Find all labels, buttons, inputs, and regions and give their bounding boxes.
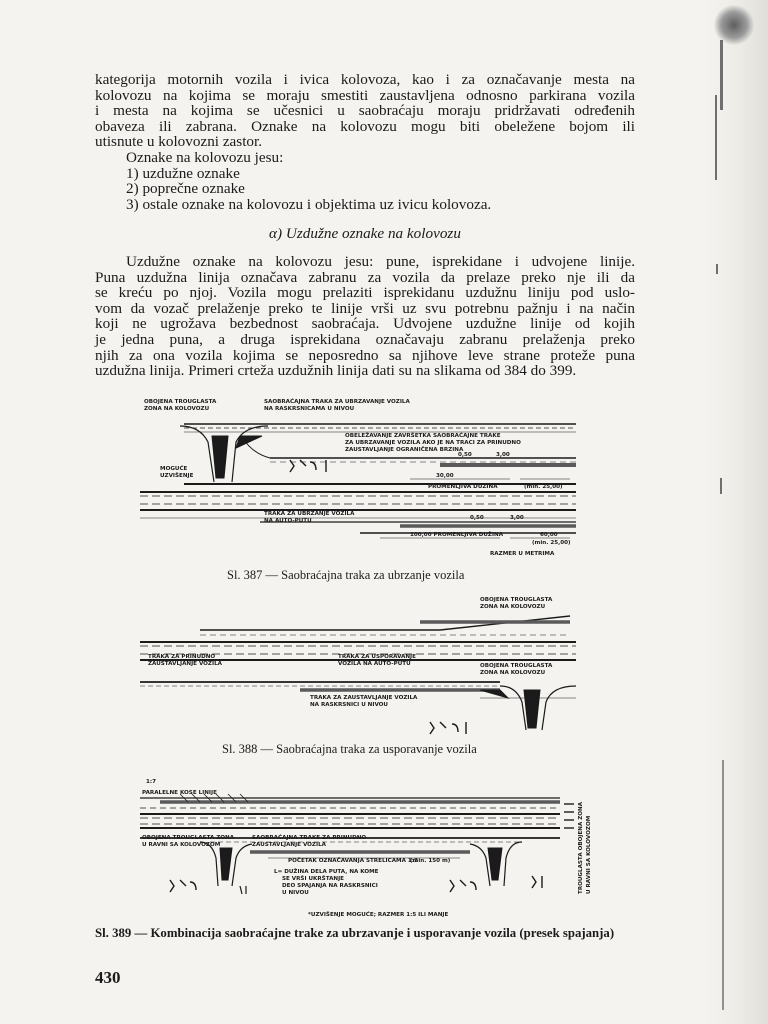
figure-387-drawing bbox=[140, 396, 580, 562]
label-duzina: SE VRŠI UKRŠTANJE bbox=[282, 876, 344, 882]
text-line: Uzdužne oznake na kolovozu jesu: pune, isprekidane i udvojene linije. bbox=[126, 252, 635, 270]
list-item: 3) ostale oznake na kolovozu i objektima uz ivicu kolovoza. bbox=[126, 195, 492, 213]
body-text bbox=[95, 72, 635, 379]
label-duzina: L= DUŽINA DELA PUTA, NA KOME bbox=[274, 869, 379, 875]
figure-388 bbox=[140, 594, 580, 740]
text-line: koji ne ugrožava bezbednost saobraćaja. Udvojene uzdužne linije od kojih bbox=[95, 315, 635, 333]
label-traka-prinudno: SAOBRAĆAJNA TRAKE ZA PRINUDNO bbox=[252, 835, 367, 841]
label-obojena-zona: OBOJENA TROUGLASTA bbox=[144, 399, 217, 405]
list-intro: Oznake na kolovozu jesu: bbox=[126, 148, 284, 166]
edge-mark bbox=[714, 5, 754, 45]
text-line: uzdužna linija. Primeri crteža uzdužnih linija dati su na slikama od 384 do 399. bbox=[95, 362, 577, 380]
label-paralelne-linije: PARALELNE KOSE LINIJE bbox=[142, 790, 217, 796]
text-line: njih za ona vozila kojima se neposredno sa njihove leve strane proteže puna bbox=[95, 346, 635, 364]
dim-label: 3,00 bbox=[510, 515, 524, 521]
label-traka-ubrzavanje: NA RASKRSNICAMA U NIVOU bbox=[264, 406, 355, 412]
label-obelezavanje: ZA UBRZAVANJE VOZILA AKO JE NA TRACI ZA PRINUDNO bbox=[345, 440, 521, 446]
dim-label: (min. 25,00) bbox=[532, 540, 571, 546]
label-traka-auto-put: NA AUTO-PUTU bbox=[264, 518, 312, 524]
label-traka-zaustavljanje: NA RASKRSNICI U NIVOU bbox=[310, 702, 388, 708]
label-traka-usporavanje: VOZILA NA AUTO-PUTU bbox=[338, 661, 411, 667]
label-footnote: *UZVIŠENJE MOGUĆE; RAZMER 1:5 ILI MANJE bbox=[308, 912, 449, 918]
figure-389-drawing bbox=[140, 776, 600, 924]
figure-388-drawing bbox=[140, 594, 580, 740]
text-line: Puna uzdužna linija označava zabranu za vozila da prelaze preko nje ili da bbox=[95, 268, 635, 286]
dim-label: 100,00 PROMENLJIVA DUŽINA bbox=[410, 532, 504, 538]
edge-mark bbox=[720, 40, 723, 110]
dim-label: 0,50 bbox=[470, 515, 484, 521]
text-line: se kreću po njoj. Vozila mogu prelaziti isprekidanu uzdužnu liniju pod uslo- bbox=[95, 284, 635, 302]
dim-label: 30,00 bbox=[436, 473, 454, 479]
edge-mark bbox=[715, 95, 717, 180]
label-obelezavanje: ZAUSTAVLJANJE OGRANIČENA BRZINA bbox=[345, 447, 464, 453]
label-traka-prinudno: TRAKA ZA PRINUDNO bbox=[148, 654, 216, 660]
edge-mark bbox=[722, 760, 724, 1010]
page-edge-shadow bbox=[706, 0, 768, 1024]
label-traka-prinudno: ZAUSTAVLJANJE VOZILA bbox=[148, 661, 222, 667]
figure-387-caption: Sl. 387 — Saobraćajna traka za ubrzanje vozila bbox=[227, 568, 465, 582]
text-line: kategorija motornih vozila i ivica kolovoza, kao i za označavanje mesta na bbox=[95, 71, 635, 88]
edge-mark bbox=[720, 478, 722, 494]
list-item: 1) uzdužne oznake bbox=[126, 164, 240, 182]
label-pocetak: POČETAK OZNAČAVANJA STRELICAMA 1:2 bbox=[288, 858, 418, 864]
figure-388-caption: Sl. 388 — Saobraćajna traka za usporavanje vozila bbox=[222, 742, 477, 756]
label-obojena-zona: U RAVNI SA KOLOVOZOM bbox=[142, 842, 221, 848]
text-line: je jedna puna, a druga isprekidana označavaju zabranu prelaženja preko bbox=[95, 330, 635, 348]
label-traka-zaustavljanje: TRAKA ZA ZAUSTAVLJANJE VOZILA bbox=[310, 695, 418, 701]
text-line: kolovozu na kojima se moraju smestiti zaustavljena odnosno parkirana vozila bbox=[95, 86, 635, 104]
figure-389-caption: Sl. 389 — Kombinacija saobraćajne trake za ubrzavanje i usporavanje vozila (presek spajanja) bbox=[95, 926, 615, 940]
section-heading: α) Uzdužne oznake na kolovozu bbox=[269, 225, 461, 243]
paragraph-2 bbox=[95, 254, 635, 379]
label-obojena-zona: ZONA NA KOLOVOZU bbox=[144, 406, 210, 412]
label-moguce-uzvisenje: MOGUĆE bbox=[160, 466, 188, 472]
text-line: utisnute u kolovozni zastor. bbox=[95, 133, 263, 151]
edge-mark bbox=[716, 264, 718, 274]
dim-label: PROMENLJIVA DUŽINA bbox=[428, 484, 498, 490]
list-item: 2) poprečne oznake bbox=[126, 180, 245, 198]
paragraph-1 bbox=[95, 72, 635, 150]
label-obojena-zona: OBOJENA TROUGLASTA bbox=[480, 663, 553, 669]
label-duzina: U NIVOU bbox=[282, 890, 309, 896]
label-traka-prinudno: ZAUSTAVLJANJE VOZILA bbox=[252, 842, 326, 848]
text-line: vom da vozač prelaženje preko te linije vrši uz svu potrebnu pažnju i na način bbox=[95, 299, 635, 317]
text-line: obaveza ili zabrana. Oznake na kolovozu mogu biti obeležene bojom ili bbox=[95, 117, 635, 135]
label-obojena-zona: ZONA NA KOLOVOZU bbox=[480, 670, 546, 676]
label-obojena-zona: ZONA NA KOLOVOZU bbox=[480, 604, 546, 610]
label-vertical-zona: U RAVNI SA KOLOVOZOM bbox=[586, 815, 592, 894]
label-razmer: RAZMER U METRIMA bbox=[490, 551, 555, 557]
text-line: i mesta na kojima se učesnici u saobraćaju moraju pridržavati određenih bbox=[95, 102, 635, 120]
label-obojena-zona: OBOJENA TROUGLASTA ZONA bbox=[142, 835, 235, 841]
label-moguce-uzvisenje: UZVIŠENJE bbox=[160, 473, 194, 479]
label-vertical-zona: TROUGLASTA OBOJENA ZONA bbox=[578, 801, 584, 894]
label-obojena-zona: OBOJENA TROUGLASTA bbox=[480, 597, 553, 603]
label-duzina: DEO SPAJANJA NA RASKRSNICI bbox=[282, 883, 378, 889]
figure-387 bbox=[140, 396, 580, 562]
dim-label: 60,00 bbox=[540, 532, 558, 538]
label-obelezavanje: OBELEŽAVANJE ZAVRŠETKA SAOBRAĆAJNE TRAKE bbox=[345, 433, 501, 439]
page-number: 430 bbox=[95, 968, 121, 987]
label-scale: 1:7 bbox=[146, 779, 157, 785]
figure-389 bbox=[140, 776, 600, 924]
dim-label: 3,00 bbox=[496, 452, 510, 458]
dim-label: (min. 25,00) bbox=[524, 484, 563, 490]
label-min: (min. 150 m) bbox=[410, 858, 451, 864]
label-traka-usporavanje: TRAKA ZA USPORAVANJE bbox=[338, 654, 416, 660]
label-traka-auto-put: TRAKA ZA UBRZANJE VOZILA bbox=[264, 511, 355, 517]
label-traka-ubrzavanje: SAOBRAĆAJNA TRAKA ZA UBRZAVANJE VOZILA bbox=[264, 399, 410, 405]
dim-label: 0,50 bbox=[458, 452, 472, 458]
